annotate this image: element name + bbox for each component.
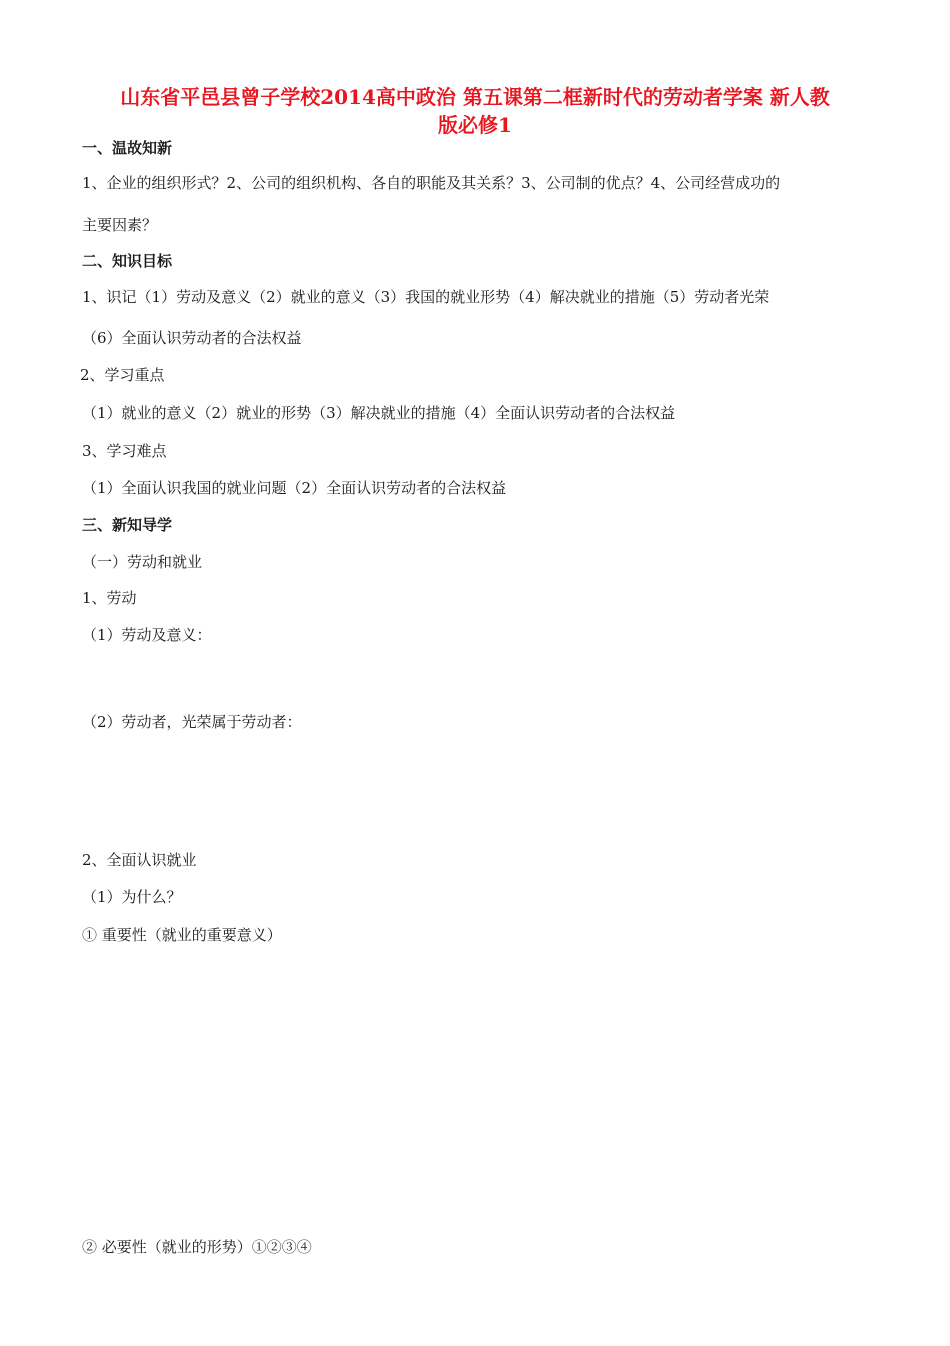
importance-item: ① 重要性（就业的重要意义）: [82, 926, 282, 944]
new-knowledge-heading: 三、新知导学: [82, 516, 173, 534]
review-heading: 一、温故知新: [82, 139, 173, 157]
labor-question-1: （1）劳动及意义：: [82, 626, 212, 644]
part-one-heading: （一）劳动和就业: [82, 553, 203, 571]
review-questions-line-2: 主要因素？: [82, 216, 158, 234]
focus-heading: 2、学习重点: [80, 366, 165, 384]
labor-heading: 1、劳动: [82, 589, 137, 607]
employment-heading: 2、全面认识就业: [82, 851, 197, 869]
goals-line-2: （6）全面认识劳动者的合法权益: [82, 329, 302, 347]
focus-text: （1）就业的意义（2）就业的形势（3）解决就业的措施（4）全面认识劳动者的合法权益: [82, 404, 676, 422]
document-title-line-1: 山东省平邑县曾子学校2014高中政治 第五课第二框新时代的劳动者学案 新人教: [120, 85, 830, 109]
difficulty-text: （1）全面认识我国的就业问题（2）全面认识劳动者的合法权益: [82, 479, 507, 497]
necessity-item: ② 必要性（就业的形势）①②③④: [82, 1238, 312, 1256]
labor-question-2: （2）劳动者，光荣属于劳动者：: [82, 713, 302, 731]
document-title-line-2: 版必修1: [438, 113, 512, 137]
difficulty-heading: 3、学习难点: [82, 442, 167, 460]
goals-heading: 二、知识目标: [82, 252, 173, 270]
why-heading: （1）为什么？: [82, 888, 182, 906]
review-questions-line-1: 1、企业的组织形式？2、公司的组织机构、各自的职能及其关系？3、公司制的优点？4、公司经营成功的: [82, 174, 781, 192]
goals-line-1: 1、识记（1）劳动及意义（2）就业的意义（3）我国的就业形势（4）解决就业的措施（5）劳动者光荣: [82, 288, 770, 306]
